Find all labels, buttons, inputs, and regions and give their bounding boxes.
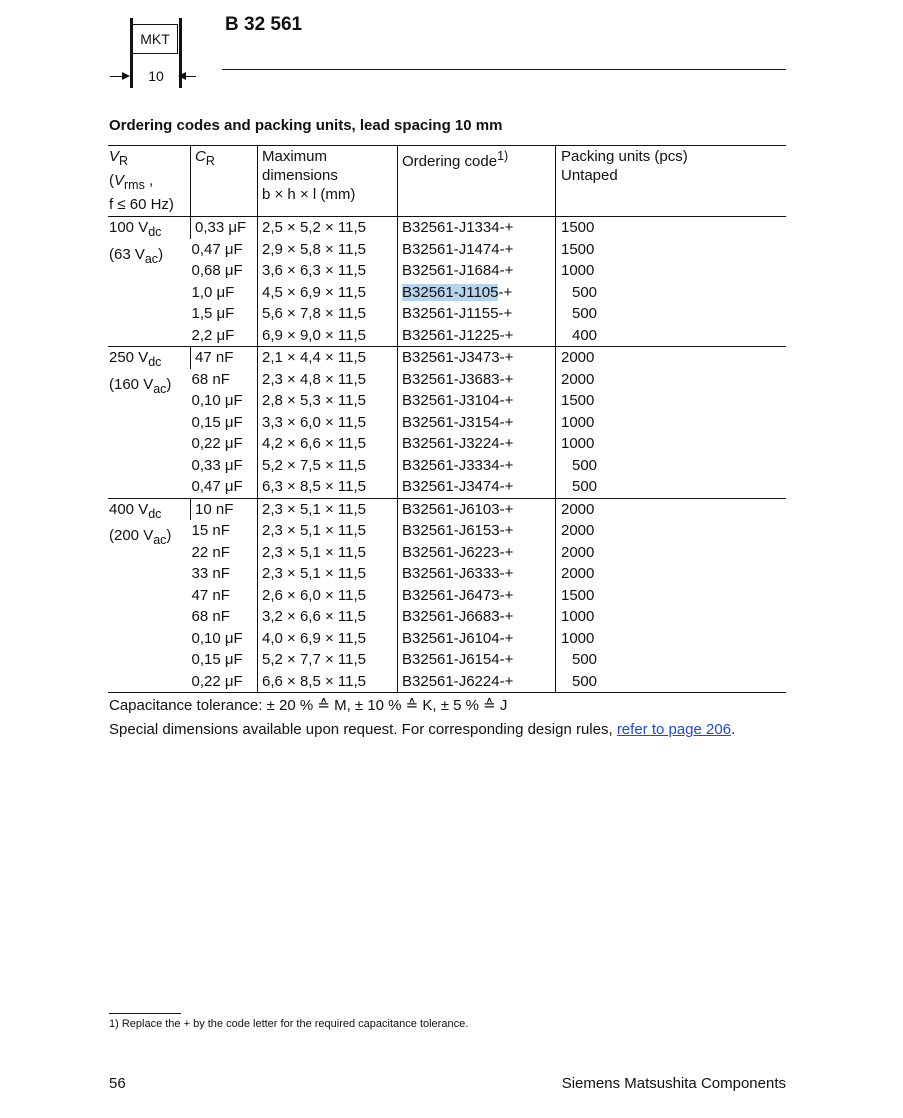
footnote-divider (109, 1013, 181, 1014)
table-row (108, 498, 786, 520)
ordering-code-cell: B32561-J3473-+ (398, 347, 556, 369)
packing-cell: 500 (556, 476, 787, 498)
header-divider (222, 69, 786, 70)
header-vr: $V_R$ ($V_{rms}$ , f ≤ 60 Hz) (109, 148, 174, 213)
packing-cell: 1000 (556, 606, 787, 628)
ordering-code-cell: B32561-J3224-+ (398, 433, 556, 455)
dimension-cell: 5,2 × 7,7 × 11,5 (258, 649, 398, 671)
table-row (108, 390, 786, 412)
dimension-cell: 4,5 × 6,9 × 11,5 (258, 282, 398, 304)
ordering-code-cell: B32561-J6224-+ (398, 671, 556, 693)
dimension-cell: 2,3 × 5,1 × 11,5 (258, 542, 398, 564)
packing-cell: 1500 (556, 239, 787, 261)
ordering-code-cell: B32561-J6153-+ (398, 520, 556, 542)
header-dimensions: Maximum dimensions b × h × l (mm) (258, 146, 398, 217)
capacitance-cell: 0,22 μF (191, 672, 243, 690)
capacitance-cell: 0,33 μF (191, 456, 243, 474)
selected-text[interactable]: B32561-J1105 (402, 283, 499, 301)
table-row (108, 542, 786, 564)
ordering-code-cell: B32561-J3154-+ (398, 412, 556, 434)
packing-cell: 2000 (556, 520, 787, 542)
capacitance-cell: 0,15 μF (191, 413, 243, 431)
header-packing-units: Packing units (pcs) Untaped (556, 146, 787, 217)
capacitance-cell: 0,68 μF (191, 262, 243, 279)
capacitance-cell: 0,22 μF (191, 435, 243, 452)
ordering-code-cell: B32561-J1474-+ (398, 239, 556, 261)
packing-cell: 1500 (556, 217, 787, 239)
publisher-name: Siemens Matsushita Components (561, 1075, 786, 1092)
ordering-code-cell: B32561-J6104-+ (398, 628, 556, 650)
table-row (108, 455, 786, 477)
dimension-cell: 2,6 × 6,0 × 11,5 (258, 585, 398, 607)
dimension-cell: 3,3 × 6,0 × 11,5 (258, 412, 398, 434)
table-header-row (108, 146, 786, 217)
dimension-cell: 4,2 × 6,6 × 11,5 (258, 433, 398, 455)
logo-label: MKT (132, 24, 178, 54)
special-dimensions-note: Special dimensions available upon request. For corresponding design rules, refer to page 206. (109, 721, 736, 738)
dimension-cell: 2,9 × 5,8 × 11,5 (258, 239, 398, 261)
capacitance-cell: 0,15 μF (191, 651, 243, 668)
voltage-cell: 100 $V_{dc}$ (63 $V_{ac}$) (109, 219, 164, 266)
table-row (108, 303, 786, 325)
product-number: B 32 561 (225, 14, 303, 35)
ordering-code-cell: B32561-J6683-+ (398, 606, 556, 628)
ordering-code-cell: B32561-J3334-+ (398, 455, 556, 477)
dimension-cell: 6,3 × 8,5 × 11,5 (258, 476, 398, 498)
dimension-cell: 3,6 × 6,3 × 11,5 (258, 260, 398, 282)
table-row (108, 476, 786, 498)
capacitance-cell: 0,47 μF (191, 478, 243, 495)
ordering-code-cell: B32561-J1225-+ (398, 325, 556, 347)
capacitance-cell: 0,10 μF (191, 629, 243, 647)
ordering-code-cell: B32561-J6154-+ (398, 649, 556, 671)
packing-cell: 1000 (556, 628, 787, 650)
dimension-cell: 4,0 × 6,9 × 11,5 (258, 628, 398, 650)
packing-cell: 500 (556, 671, 787, 693)
packing-cell: 1000 (556, 433, 787, 455)
ordering-code-cell: B32561-J1684-+ (398, 260, 556, 282)
packing-cell: 500 (556, 303, 787, 325)
table-row (108, 239, 786, 261)
dimension-cell: 5,6 × 7,8 × 11,5 (258, 303, 398, 325)
table-row (108, 606, 786, 628)
voltage-group-400v (108, 498, 786, 693)
capacitance-cell: 0,33 μF (191, 217, 258, 239)
page-reference-link[interactable]: refer to page 206 (616, 721, 732, 738)
capacitance-cell: 47 nF (191, 586, 230, 604)
dimension-cell: 6,6 × 8,5 × 11,5 (258, 671, 398, 693)
dimension-cell: 2,3 × 4,8 × 11,5 (258, 369, 398, 391)
capacitance-cell: 68 nF (191, 370, 230, 388)
arrow-right-icon (110, 76, 128, 77)
capacitance-cell: 10 nF (191, 498, 258, 520)
table-row (108, 585, 786, 607)
packing-cell: 1500 (556, 585, 787, 607)
footnote: 1) Replace the + by the code letter for the required capacitance tolerance. (109, 1018, 469, 1030)
packing-cell: 1000 (556, 412, 787, 434)
dimension-cell: 2,3 × 5,1 × 11,5 (258, 563, 398, 585)
voltage-group-250v (108, 347, 786, 499)
capacitance-cell: 47 nF (191, 347, 258, 369)
dimension-cell: 5,2 × 7,5 × 11,5 (258, 455, 398, 477)
table-row (108, 433, 786, 455)
dimension-cell: 6,9 × 9,0 × 11,5 (258, 325, 398, 347)
packing-cell: 500 (556, 455, 787, 477)
ordering-code-cell: B32561-J6223-+ (398, 542, 556, 564)
table-row (108, 412, 786, 434)
tolerance-note: Capacitance tolerance: ± 20 % ≙ M, ± 10 % ≙ K, ± 5 % ≙ J (109, 697, 508, 714)
table-row (108, 628, 786, 650)
table-row (108, 671, 786, 693)
ordering-code-cell: B32561-J1334-+ (398, 217, 556, 239)
page-number: 56 (109, 1075, 126, 1092)
voltage-cell: 400 $V_{dc}$ (200 $V_{ac}$) (109, 500, 172, 547)
dimension-cell: 2,5 × 5,2 × 11,5 (258, 217, 398, 239)
dimension-cell: 2,8 × 5,3 × 11,5 (258, 390, 398, 412)
capacitance-cell: 1,5 μF (191, 305, 235, 322)
ordering-code-cell: B32561-J6103-+ (398, 498, 556, 520)
packing-cell: 400 (556, 325, 787, 347)
ordering-code-cell: B32561-J1155-+ (398, 303, 556, 325)
logo-spacing: 10 (148, 68, 164, 84)
capacitance-cell: 1,0 μF (191, 283, 235, 301)
table-row (108, 369, 786, 391)
table-row (108, 325, 786, 347)
ordering-code-cell: B32561-J3104-+ (398, 390, 556, 412)
dimension-cell: 3,2 × 6,6 × 11,5 (258, 606, 398, 628)
table-row (108, 347, 786, 369)
header-cr: $C_R$ (191, 146, 258, 217)
packing-cell: 2000 (556, 369, 787, 391)
voltage-cell: 250 $V_{dc}$ (160 $V_{ac}$) (109, 349, 172, 396)
dimension-cell: 2,1 × 4,4 × 11,5 (258, 347, 398, 369)
packing-cell: 500 (556, 282, 787, 304)
voltage-group-100v (108, 217, 786, 347)
ordering-code-cell: B32561-J3683-+ (398, 369, 556, 391)
header-ordering-code: Ordering code$^{1)}$ (398, 146, 556, 217)
capacitance-cell: 68 nF (191, 608, 230, 625)
capacitance-cell: 15 nF (191, 522, 230, 539)
table-row (108, 282, 786, 304)
ordering-code-cell: B32561-J6333-+ (398, 563, 556, 585)
packing-cell: 2000 (556, 542, 787, 564)
table-row (108, 520, 786, 542)
capacitance-cell: 0,47 μF (191, 240, 243, 258)
packing-cell: 500 (556, 649, 787, 671)
capacitance-cell: 2,2 μF (191, 326, 235, 344)
packing-cell: 2000 (556, 347, 787, 369)
packing-cell: 2000 (556, 563, 787, 585)
dimension-cell: 2,3 × 5,1 × 11,5 (258, 498, 398, 520)
section-title: Ordering codes and packing units, lead spacing 10 mm (109, 117, 503, 134)
capacitance-cell: 33 nF (191, 565, 230, 582)
packing-cell: 1500 (556, 390, 787, 412)
arrow-left-icon (180, 76, 196, 77)
capacitance-cell: 22 nF (191, 543, 230, 561)
dimension-cell: 2,3 × 5,1 × 11,5 (258, 520, 398, 542)
table-row (108, 260, 786, 282)
ordering-code-cell[interactable]: B32561-J1105-+ (398, 282, 556, 304)
ordering-codes-table (108, 145, 786, 693)
table-row (108, 563, 786, 585)
capacitance-cell: 0,10 μF (191, 392, 243, 409)
ordering-code-cell: B32561-J6473-+ (398, 585, 556, 607)
table-row (108, 217, 786, 239)
packing-cell: 2000 (556, 498, 787, 520)
mkt-logo (110, 18, 200, 96)
ordering-code-cell: B32561-J3474-+ (398, 476, 556, 498)
packing-cell: 1000 (556, 260, 787, 282)
table-row (108, 649, 786, 671)
